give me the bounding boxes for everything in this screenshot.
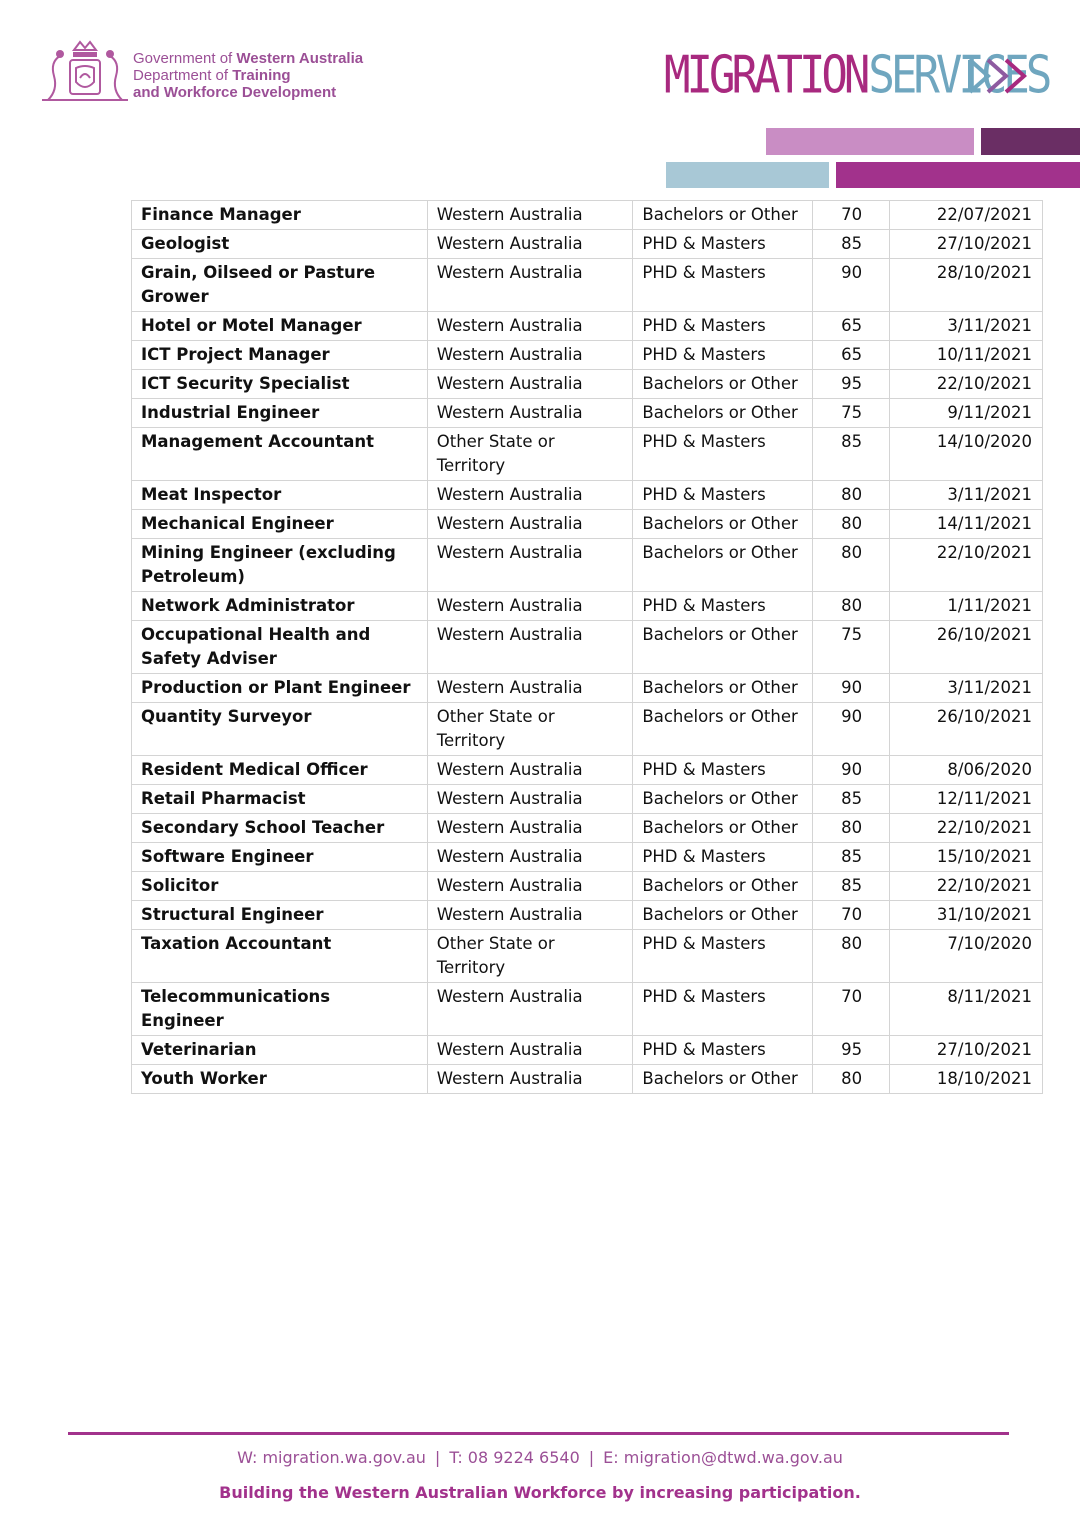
table-row bbox=[132, 872, 1043, 901]
table-row bbox=[132, 481, 1043, 510]
location-cell: Western Australia bbox=[427, 481, 633, 510]
score-cell: 95 bbox=[813, 370, 890, 399]
date-cell: 10/11/2021 bbox=[890, 341, 1043, 370]
score-cell: 80 bbox=[813, 814, 890, 843]
score-cell: 75 bbox=[813, 399, 890, 428]
date-cell: 27/10/2021 bbox=[890, 230, 1043, 259]
date-cell: 15/10/2021 bbox=[890, 843, 1043, 872]
qualification-cell: Bachelors or Other bbox=[633, 539, 813, 592]
phone-number: T: 08 9224 6540 bbox=[449, 1448, 580, 1467]
table-row bbox=[132, 428, 1043, 481]
table-row bbox=[132, 756, 1043, 785]
table-row bbox=[132, 230, 1043, 259]
score-cell: 95 bbox=[813, 1036, 890, 1065]
qualification-cell: Bachelors or Other bbox=[633, 510, 813, 539]
location-cell: Western Australia bbox=[427, 312, 633, 341]
date-cell: 22/07/2021 bbox=[890, 201, 1043, 230]
score-cell: 90 bbox=[813, 703, 890, 756]
location-cell: Western Australia bbox=[427, 872, 633, 901]
location-cell: Western Australia bbox=[427, 756, 633, 785]
date-cell: 26/10/2021 bbox=[890, 703, 1043, 756]
location-cell: Other State or Territory bbox=[427, 930, 633, 983]
table-row bbox=[132, 370, 1043, 399]
date-cell: 8/06/2020 bbox=[890, 756, 1043, 785]
location-cell: Western Australia bbox=[427, 510, 633, 539]
table-row bbox=[132, 312, 1043, 341]
date-cell: 3/11/2021 bbox=[890, 481, 1043, 510]
location-cell: Western Australia bbox=[427, 1036, 633, 1065]
occupation-table-body bbox=[132, 201, 1043, 1094]
location-cell: Western Australia bbox=[427, 230, 633, 259]
qualification-cell: PHD & Masters bbox=[633, 341, 813, 370]
occupation-cell: Mechanical Engineer bbox=[132, 510, 428, 539]
qualification-cell: Bachelors or Other bbox=[633, 703, 813, 756]
occupation-cell: Occupational Health and Safety Adviser bbox=[132, 621, 428, 674]
date-cell: 18/10/2021 bbox=[890, 1065, 1043, 1094]
score-cell: 70 bbox=[813, 983, 890, 1036]
qualification-cell: Bachelors or Other bbox=[633, 814, 813, 843]
occupation-cell: Meat Inspector bbox=[132, 481, 428, 510]
date-cell: 1/11/2021 bbox=[890, 592, 1043, 621]
score-cell: 65 bbox=[813, 341, 890, 370]
score-cell: 85 bbox=[813, 785, 890, 814]
score-cell: 80 bbox=[813, 930, 890, 983]
score-cell: 70 bbox=[813, 201, 890, 230]
qualification-cell: PHD & Masters bbox=[633, 230, 813, 259]
date-cell: 8/11/2021 bbox=[890, 983, 1043, 1036]
occupation-cell: Finance Manager bbox=[132, 201, 428, 230]
occupation-cell: ICT Project Manager bbox=[132, 341, 428, 370]
date-cell: 28/10/2021 bbox=[890, 259, 1043, 312]
qualification-cell: PHD & Masters bbox=[633, 592, 813, 621]
qualification-cell: PHD & Masters bbox=[633, 259, 813, 312]
table-row bbox=[132, 1036, 1043, 1065]
occupation-cell: ICT Security Specialist bbox=[132, 370, 428, 399]
qualification-cell: Bachelors or Other bbox=[633, 674, 813, 703]
table-row bbox=[132, 843, 1043, 872]
occupation-cell: Veterinarian bbox=[132, 1036, 428, 1065]
qualification-cell: Bachelors or Other bbox=[633, 1065, 813, 1094]
occupation-cell: Geologist bbox=[132, 230, 428, 259]
date-cell: 26/10/2021 bbox=[890, 621, 1043, 674]
score-cell: 85 bbox=[813, 843, 890, 872]
occupation-cell: Telecommunications Engineer bbox=[132, 983, 428, 1036]
table-row bbox=[132, 930, 1043, 983]
date-cell: 22/10/2021 bbox=[890, 370, 1043, 399]
score-cell: 80 bbox=[813, 1065, 890, 1094]
occupation-cell: Quantity Surveyor bbox=[132, 703, 428, 756]
department-name: Government of Western Australia Department of Training and Workforce Development bbox=[133, 50, 364, 101]
occupation-cell: Taxation Accountant bbox=[132, 930, 428, 983]
qualification-cell: PHD & Masters bbox=[633, 481, 813, 510]
occupation-cell: Resident Medical Officer bbox=[132, 756, 428, 785]
table-row bbox=[132, 510, 1043, 539]
date-cell: 31/10/2021 bbox=[890, 901, 1043, 930]
score-cell: 65 bbox=[813, 312, 890, 341]
table-row bbox=[132, 621, 1043, 674]
brand-word-services: SERVICES bbox=[868, 45, 1049, 106]
date-cell: 14/11/2021 bbox=[890, 510, 1043, 539]
location-cell: Western Australia bbox=[427, 785, 633, 814]
table-row bbox=[132, 539, 1043, 592]
location-cell: Western Australia bbox=[427, 674, 633, 703]
date-cell: 12/11/2021 bbox=[890, 785, 1043, 814]
occupation-cell: Software Engineer bbox=[132, 843, 428, 872]
score-cell: 85 bbox=[813, 872, 890, 901]
score-cell: 80 bbox=[813, 510, 890, 539]
qualification-cell: Bachelors or Other bbox=[633, 621, 813, 674]
location-cell: Western Australia bbox=[427, 843, 633, 872]
occupation-cell: Network Administrator bbox=[132, 592, 428, 621]
location-cell: Western Australia bbox=[427, 592, 633, 621]
email-link[interactable]: E: migration@dtwd.wa.gov.au bbox=[603, 1448, 843, 1467]
occupation-cell: Mining Engineer (excluding Petroleum) bbox=[132, 539, 428, 592]
date-cell: 3/11/2021 bbox=[890, 674, 1043, 703]
location-cell: Western Australia bbox=[427, 1065, 633, 1094]
decor-bar-plum bbox=[981, 128, 1080, 155]
occupation-cell: Structural Engineer bbox=[132, 901, 428, 930]
score-cell: 80 bbox=[813, 481, 890, 510]
occupation-cell: Secondary School Teacher bbox=[132, 814, 428, 843]
location-cell: Western Australia bbox=[427, 341, 633, 370]
qualification-cell: PHD & Masters bbox=[633, 983, 813, 1036]
occupation-cell: Youth Worker bbox=[132, 1065, 428, 1094]
score-cell: 85 bbox=[813, 428, 890, 481]
date-cell: 9/11/2021 bbox=[890, 399, 1043, 428]
table-row bbox=[132, 785, 1043, 814]
table-row bbox=[132, 983, 1043, 1036]
qualification-cell: Bachelors or Other bbox=[633, 872, 813, 901]
score-cell: 70 bbox=[813, 901, 890, 930]
table-row bbox=[132, 259, 1043, 312]
table-row bbox=[132, 1065, 1043, 1094]
footer-tagline: Building the Western Australian Workforce by increasing participation. bbox=[219, 1483, 861, 1502]
score-cell: 75 bbox=[813, 621, 890, 674]
occupation-cell: Hotel or Motel Manager bbox=[132, 312, 428, 341]
table-row bbox=[132, 674, 1043, 703]
date-cell: 14/10/2020 bbox=[890, 428, 1043, 481]
qualification-cell: PHD & Masters bbox=[633, 756, 813, 785]
triple-chevron-icon bbox=[966, 56, 1038, 96]
qualification-cell: Bachelors or Other bbox=[633, 370, 813, 399]
qualification-cell: Bachelors or Other bbox=[633, 201, 813, 230]
footer-contact bbox=[0, 1448, 1080, 1467]
decor-bar-pink bbox=[766, 128, 974, 155]
score-cell: 80 bbox=[813, 539, 890, 592]
website-link[interactable]: W: migration.wa.gov.au bbox=[237, 1448, 426, 1467]
location-cell: Western Australia bbox=[427, 399, 633, 428]
separator: | bbox=[434, 1448, 441, 1467]
date-cell: 22/10/2021 bbox=[890, 539, 1043, 592]
date-cell: 22/10/2021 bbox=[890, 814, 1043, 843]
wa-crest-logo bbox=[40, 38, 130, 104]
date-cell: 3/11/2021 bbox=[890, 312, 1043, 341]
location-cell: Other State or Territory bbox=[427, 428, 633, 481]
location-cell: Western Australia bbox=[427, 983, 633, 1036]
occupation-cell: Management Accountant bbox=[132, 428, 428, 481]
occupation-cell: Production or Plant Engineer bbox=[132, 674, 428, 703]
date-cell: 27/10/2021 bbox=[890, 1036, 1043, 1065]
score-cell: 90 bbox=[813, 674, 890, 703]
location-cell: Western Australia bbox=[427, 539, 633, 592]
location-cell: Other State or Territory bbox=[427, 703, 633, 756]
date-cell: 7/10/2020 bbox=[890, 930, 1043, 983]
table-row bbox=[132, 341, 1043, 370]
location-cell: Western Australia bbox=[427, 621, 633, 674]
table-row bbox=[132, 703, 1043, 756]
decor-bar-blue bbox=[666, 162, 829, 188]
brand-word-migration: MIGRATION bbox=[664, 45, 867, 106]
separator: | bbox=[588, 1448, 595, 1467]
location-cell: Western Australia bbox=[427, 901, 633, 930]
qualification-cell: PHD & Masters bbox=[633, 428, 813, 481]
date-cell: 22/10/2021 bbox=[890, 872, 1043, 901]
score-cell: 85 bbox=[813, 230, 890, 259]
score-cell: 90 bbox=[813, 259, 890, 312]
qualification-cell: PHD & Masters bbox=[633, 312, 813, 341]
table-row bbox=[132, 201, 1043, 230]
occupation-cell: Industrial Engineer bbox=[132, 399, 428, 428]
location-cell: Western Australia bbox=[427, 259, 633, 312]
location-cell: Western Australia bbox=[427, 370, 633, 399]
table-row bbox=[132, 901, 1043, 930]
table-row bbox=[132, 592, 1043, 621]
occupation-cell: Solicitor bbox=[132, 872, 428, 901]
table-row bbox=[132, 814, 1043, 843]
qualification-cell: Bachelors or Other bbox=[633, 785, 813, 814]
location-cell: Western Australia bbox=[427, 814, 633, 843]
occupation-table bbox=[131, 200, 1043, 1094]
qualification-cell: PHD & Masters bbox=[633, 1036, 813, 1065]
score-cell: 80 bbox=[813, 592, 890, 621]
qualification-cell: PHD & Masters bbox=[633, 843, 813, 872]
footer-divider bbox=[68, 1432, 1009, 1435]
location-cell: Western Australia bbox=[427, 201, 633, 230]
occupation-cell: Grain, Oilseed or Pasture Grower bbox=[132, 259, 428, 312]
qualification-cell: PHD & Masters bbox=[633, 930, 813, 983]
qualification-cell: Bachelors or Other bbox=[633, 399, 813, 428]
occupation-cell: Retail Pharmacist bbox=[132, 785, 428, 814]
qualification-cell: Bachelors or Other bbox=[633, 901, 813, 930]
decor-bar-magenta bbox=[836, 162, 1080, 188]
score-cell: 90 bbox=[813, 756, 890, 785]
table-row bbox=[132, 399, 1043, 428]
